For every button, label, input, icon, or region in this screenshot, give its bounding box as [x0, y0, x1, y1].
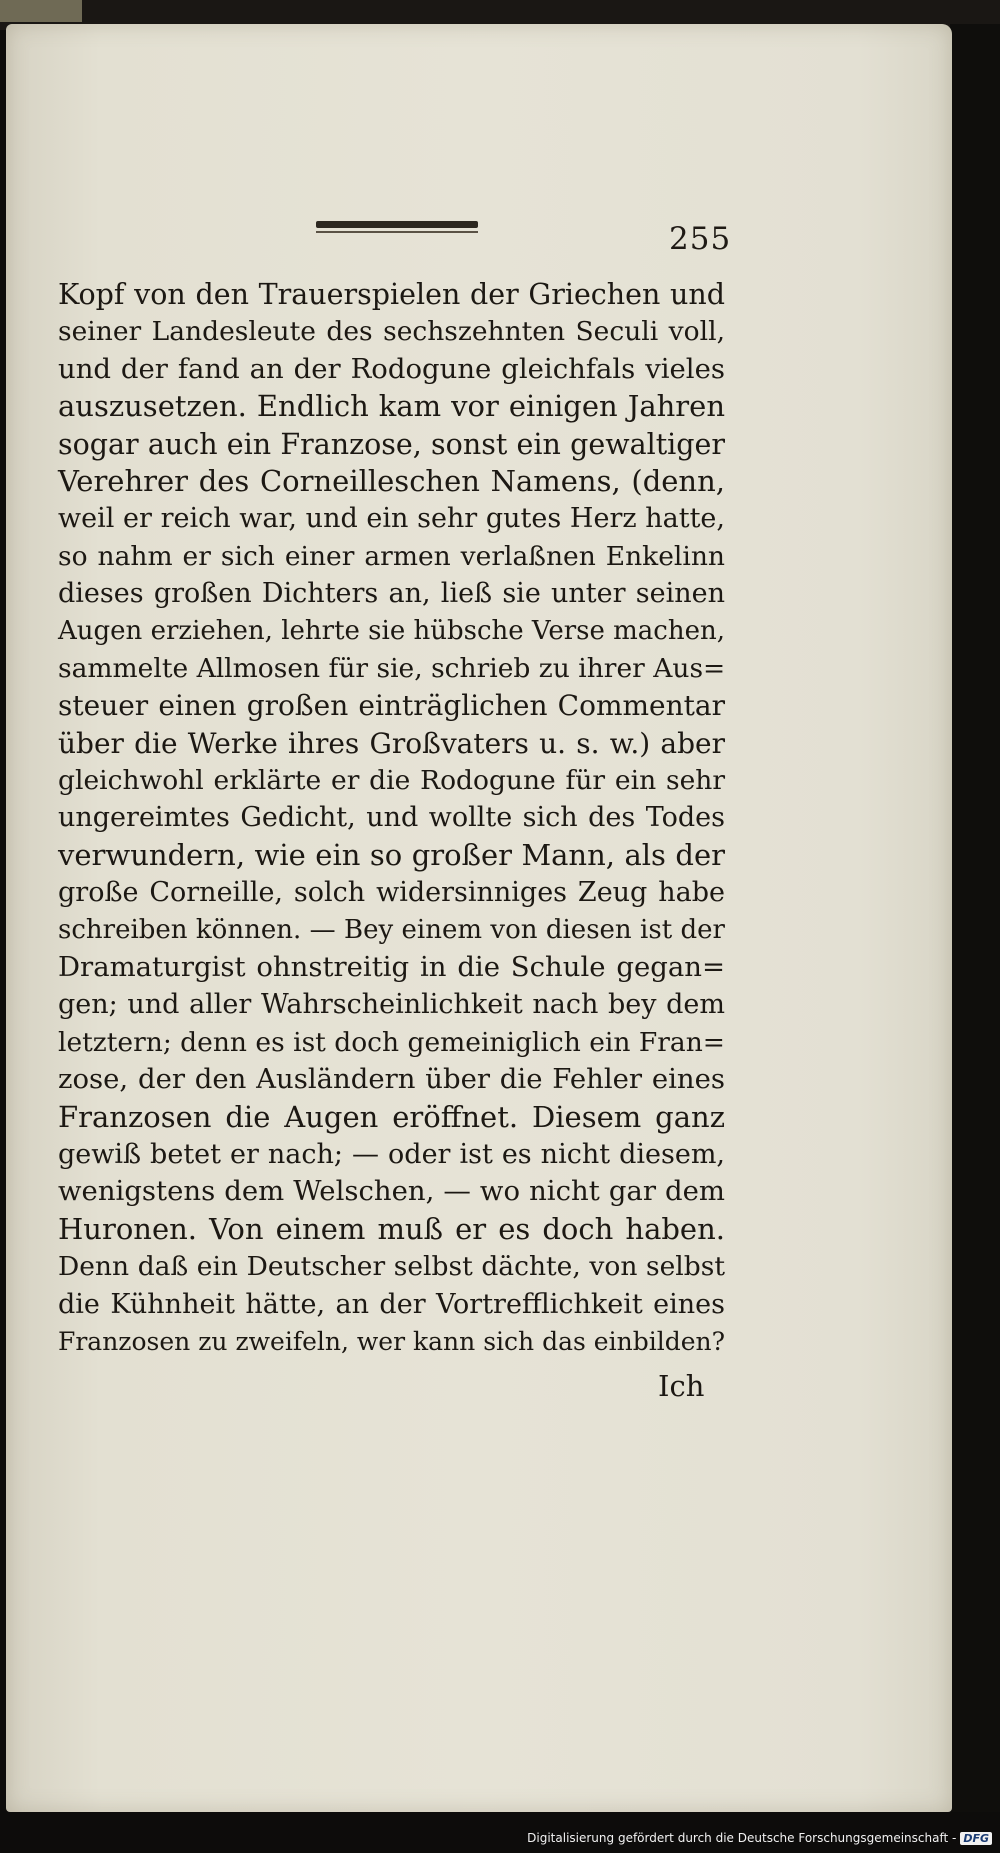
text-line: auszusetzen. Endlich kam vor einigen Jahren [58, 389, 725, 424]
header-rule [316, 221, 478, 228]
text-line: und der fand an der Rodogune gleichfals vieles [58, 352, 725, 385]
text-line: weil er reich war, und ein sehr gutes Herz hatte, [58, 503, 725, 535]
text-line: die Kühnheit hätte, an der Vortrefflichkeit eines [58, 1288, 725, 1320]
text-line: Denn daß ein Deutscher selbst dächte, von selbst [58, 1251, 725, 1283]
text-line: Verehrer des Corneilleschen Namens, (denn, [58, 463, 725, 498]
text-line: über die Werke ihres Großvaters u. s. w.) aber [58, 726, 725, 760]
text-line: sogar auch ein Franzose, sonst ein gewaltiger [58, 427, 725, 461]
text-line: steuer einen großen einträglichen Commentar [58, 689, 725, 723]
text-line: sammelte Allmosen für sie, schrieb zu ihrer Aus= [58, 652, 726, 684]
scan-tab-marker [0, 0, 82, 22]
text-line: Franzosen zu zweifeln, wer kann sich das einbilden? [58, 1326, 725, 1356]
digitization-credit [527, 1831, 992, 1845]
text-line: Dramaturgist ohnstreitig in die Schule gegan= [58, 951, 725, 984]
text-line: Huronen. Von einem muß er es doch haben. [58, 1211, 725, 1246]
scan-right-border [950, 24, 1000, 1812]
text-line: letztern; denn es ist doch gemeiniglich ein Fran= [58, 1026, 725, 1058]
credit-text: Digitalisierung gefördert durch die Deutsche Forschungsgemeinschaft - [527, 1831, 957, 1845]
text-line: seiner Landesleute des sechszehnten Seculi voll, [58, 316, 725, 348]
catchword: Ich [658, 1369, 705, 1403]
text-line: ungereimtes Gedicht, und wollte sich des Todes [58, 802, 725, 834]
text-line: große Corneille, solch widersinniges Zeug habe [58, 877, 725, 909]
text-line: zose, der den Ausländern über die Fehler eines [58, 1063, 725, 1096]
text-line: gen; und aller Wahrscheinlichkeit nach bey dem [58, 989, 725, 1021]
text-line: verwundern, wie ein so großer Mann, als der [58, 837, 725, 872]
text-line: schreiben können. — Bey einem von diesen ist der [58, 914, 725, 945]
text-line: gewiß betet er nach; — oder ist es nicht diesem, [58, 1138, 725, 1170]
text-line: wenigstens dem Welschen, — wo nicht gar dem [58, 1175, 725, 1208]
text-line: Franzosen die Augen eröffnet. Diesem ganz [58, 1099, 725, 1134]
text-line: dieses großen Dichters an, ließ sie unter seinen [58, 578, 725, 610]
page-number: 255 [669, 221, 732, 257]
book-page [6, 24, 952, 1812]
text-line: so nahm er sich einer armen verlaßnen Enkelinn [58, 540, 725, 572]
text-line: gleichwohl erklärte er die Rodogune für ein sehr [58, 765, 725, 797]
text-line: Augen erziehen, lehrte sie hübsche Verse machen, [58, 615, 725, 646]
dfg-logo: DFG [960, 1832, 992, 1845]
text-line: Kopf von den Trauerspielen der Griechen und [58, 278, 725, 311]
body-text [58, 276, 725, 1360]
